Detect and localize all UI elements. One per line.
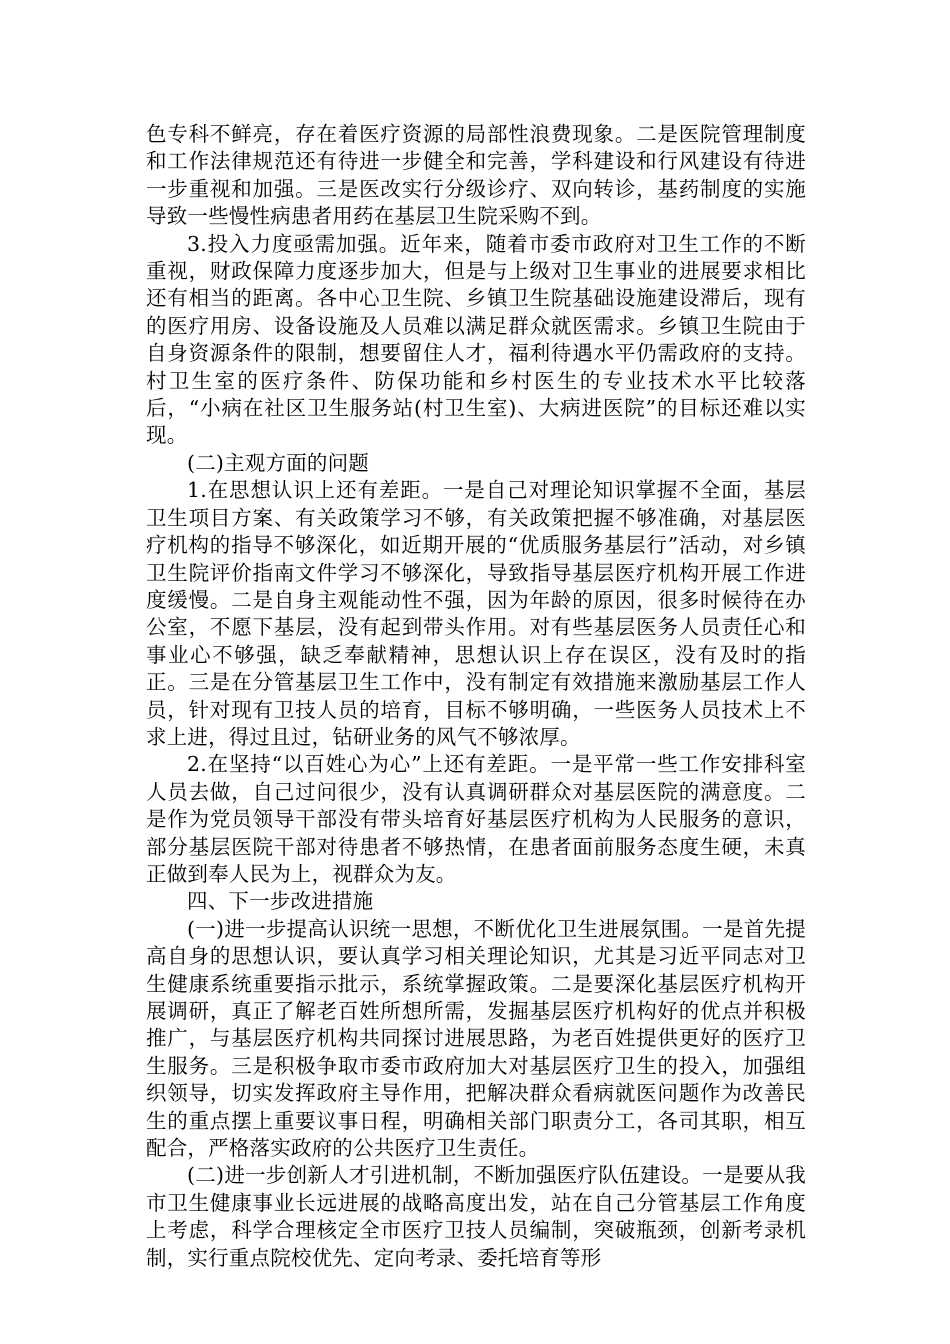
paragraph-medical-resources: 色专科不鲜亮，存在着医疗资源的局部性浪费现象。二是医院管理制度和工作法律规范还有待进一步健全和完善，学科建设和行风建设有待进一步重视和加强。三是医改实行分级诊疗、双向转诊，基药制度的实施导致一些慢性病患者用药在基层卫生院采购不到。: [146, 122, 806, 229]
document-body: [146, 121, 806, 1272]
paragraph-people-centered: 2.在坚持“以百姓心为心”上还有差距。一是平常一些工作安排科室人员去做，自己过问很少，没有认真调研群众对基层医院的满意度。二是作为党员领导干部没有带头培育好基层医疗机构为人民服务的意识，部分基层医院干部对待患者不够热情，在患者面前服务态度生硬，未真正做到奉人民为上，视群众为友。: [146, 752, 806, 886]
section-heading-next-steps: 四、下一步改进措施: [187, 889, 374, 914]
section-heading-subjective-issues: (二)主观方面的问题: [187, 450, 369, 475]
paragraph-investment: 3.投入力度亟需加强。近年来，随着市委市政府对卫生工作的不断重视，财政保障力度逐步加大，但是与上级对卫生事业的进展要求相比还有相当的距离。各中心卫生院、乡镇卫生院基础设施建设滞后，现有的医疗用房、设备设施及人员难以满足群众就医需求。乡镇卫生院由于自身资源条件的限制，想要留住人才，福利待遇水平仍需政府的支持。村卫生室的医疗条件、防保功能和乡村医生的专业技术水平比较落后，“小病在社区卫生服务站(村卫生室)、大病进医院”的目标还难以实现。: [146, 231, 806, 448]
paragraph-improve-awareness: (一)进一步提高认识统一思想，不断优化卫生进展氛围。一是首先提高自身的思想认识，要认真学习相关理论知识，尤其是习近平同志对卫生健康系统重要指示批示，系统掌握政策。二是要深化基层医疗机构开展调研，真正了解老百姓所想所需，发掘基层医疗机构好的优点并积极推广，与基层医疗机构共同探讨进展思路，为老百姓提供更好的医疗卫生服务。三是积极争取市委市政府加大对基层医疗卫生的投入，加强组织领导，切实发挥政府主导作用，把解决群众看病就医问题作为改善民生的重点摆上重要议事日程，明确相关部门职责分工，各司其职，相互配合，严格落实政府的公共医疗卫生责任。: [146, 916, 806, 1161]
paragraph-talent-mechanism: (二)进一步创新人才引进机制，不断加强医疗队伍建设。一是要从我市卫生健康事业长远进展的战略高度出发，站在自己分管基层工作角度上考虑，科学合理核定全市医疗卫技人员编制，突破瓶颈，创新考录机制，实行重点院校优先、定向考录、委托培育等形: [146, 1163, 806, 1270]
paragraph-ideological-awareness: 1.在思想认识上还有差距。一是自己对理论知识掌握不全面，基层卫生项目方案、有关政策学习不够，有关政策把握不够准确，对基层医疗机构的指导不够深化，如近期开展的“优质服务基层行”活动，对乡镇卫生院评价指南文件学习不够深化，导致指导基层医疗机构开展工作进度缓慢。二是自身主观能动性不强，因为年龄的原因，很多时候待在办公室，不愿下基层，没有起到带头作用。对有些基层医务人员责任心和事业心不够强，缺乏奉献精神，思想认识上存在误区，没有及时的指正。三是在分管基层卫生工作中，没有制定有效措施来激励基层工作人员，针对现有卫技人员的培育，目标不够明确，一些医务人员技术上不求上进，得过且过，钻研业务的风气不够浓厚。: [146, 478, 806, 749]
